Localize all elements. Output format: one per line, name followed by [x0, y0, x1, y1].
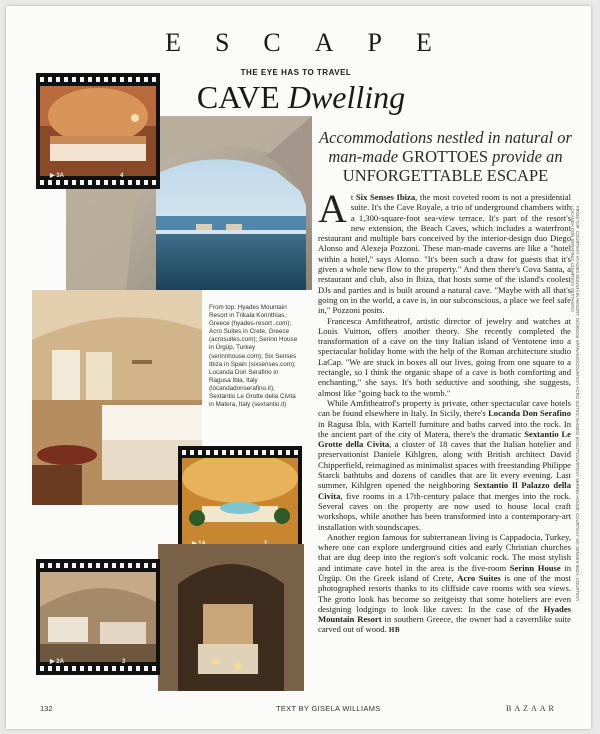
- paragraph: [318, 532, 571, 636]
- section-heading: ESCAPE: [165, 28, 466, 57]
- deck-text-1: Accommodations nestled in natural or man-made: [319, 128, 572, 166]
- photo-locanda: [40, 572, 156, 662]
- text-run: , a cluster of 18 caves that the Italian hotelier and preservationist Daniele Kihlgren, along with British architect David Chipperfield, reimagined as minimalist spaces with freestanding Philippe Starck bathtubs and dozens of candles that are lit every evening. Last summer, Kihlgren opened the neighboring: [318, 439, 572, 491]
- drop-cap: A: [318, 186, 347, 231]
- end-mark: HB: [388, 626, 401, 635]
- paragraph: [318, 186, 571, 316]
- hotel-name: Sextantio Le Grotte della Civita: [318, 428, 571, 450]
- brand-logo: BAZAAR: [506, 704, 557, 713]
- article-title: [166, 80, 436, 114]
- filmstrip-locanda: [36, 559, 160, 675]
- page-number: 132: [40, 704, 53, 713]
- photo-sextantio: [158, 544, 304, 691]
- hotel-name: Six Senses Ibiza: [355, 192, 416, 202]
- byline: TEXT BY GISELA WILLIAMS: [276, 704, 381, 713]
- title-italic: Dwelling: [287, 79, 406, 115]
- deck-text-2: provide an: [488, 147, 563, 166]
- text-run: in Ürgüp. On the Greek island of Crete,: [318, 562, 571, 583]
- text-run: , five rooms in a 17th-century palace that merges into the rock. Several caves on the property are now used to house local craft workshops, while another has been transformed into a contemporary-art installation with soundscapes.: [318, 490, 571, 532]
- photo-credit: FROM TOP: COURTESY HYADES MOUNTAIN RESORT; GIORGOS SPANAKIS/COURTESY ACRO SUITES; NAMIDO SOGUT/COURTESY SERINN HOUSE; COURTESY SIX SENSES IBIZA; COURTESY LOCANDA DON SERAFINO; COURTESY SEXTANTIO: [570, 206, 580, 602]
- photo-caption: From top: Hyades Mountain Resort in Trikala Korinthias, Greece (hyades-resort .com); Acro Suites in Crete, Greece (acrosuites.com); Serinn House in Ürgüp, Turkey (serinnhouse.com); Six Senses Ibiza in Spain (sixsenses.com); Locanda Don Serafino in Ragusa Ibla, Italy (locandadonserafino.it); Sextantio Le Grotte della Civita in Matera, Italy (sextantio.it): [209, 304, 298, 409]
- filmstrip-six-senses: [178, 446, 302, 557]
- text-run: is one of the most photographed resorts thanks to its cliffside cave rooms with sea views. The grotto look has become so zeitgeisty that some hoteliers are even designing lodgings to look like caves: In the case of the: [318, 572, 571, 614]
- film-label: ▶ 2A: [50, 659, 64, 665]
- paragraph: [318, 398, 571, 532]
- photo-hyades: [40, 86, 156, 176]
- deck-caps-2: UNFORGETTABLE ESCAPE: [342, 166, 549, 185]
- text-run: Another region famous for subterranean living is Cappadocia, Turkey, where one can explore underground cities and early Christian churches that are dug deep into the region's soft volcanic rock. The most stylish and intimate cave hotel in the area is the five-room: [318, 531, 571, 573]
- text-run: in Ragusa Ibla, with Kartell furniture and baths carved into the rock. In the ancient part of the city of Matera, there's the dramatic: [318, 418, 571, 439]
- kicker: THE EYE HAS TO TRAVEL: [240, 68, 352, 77]
- deck-caps-1: GROTTOES: [402, 147, 489, 166]
- deck: [304, 128, 587, 185]
- photo-serinn-house: [32, 290, 202, 505]
- magazine-page: [6, 6, 591, 729]
- title-plain: CAVE: [196, 79, 288, 115]
- text-run: While Amfitheatrof's property is private, other spectacular cave hotels can be found elsewhere in Italy. In Sicily, there's: [318, 397, 571, 419]
- hotel-name: Serinn House: [509, 562, 561, 573]
- photo-six-senses: [182, 458, 298, 544]
- hotel-name: Acro Suites: [457, 572, 501, 583]
- film-label: ▶ 3A: [50, 173, 64, 179]
- film-label: 3: [122, 659, 126, 665]
- text-run: , the most coveted room is not a presidential suite. It's the Cave Royale, a trio of underground chambers with a 1,300-square-foot sea-view terrace. It's part of the resort's new extension, the Beach Caves, which includes a waterfront restaurant and multiple bars conceived by the interior-design duo Diego Alonso and Alexeja Pozzoni. These man-made caverns are like a "hotel within a hotel," says Alonso. "It's been such a draw for guests that it's given a whole new flow to the property." And then there's Cova Santa, a restaurant and club, also in Ibiza, that hosts some of the island's coolest DJs and parties and is built around a natural cave. "Maybe with all that's going on in the world, a cave is, in our subconscious, a place we feel safe in," Pozzoni posits.: [318, 192, 571, 316]
- hotel-name: Locanda Don Serafino: [488, 408, 571, 419]
- text-run: t: [350, 192, 356, 202]
- hotel-name: Sextantio Il Palazzo della Civita: [318, 480, 571, 501]
- text-run: in southern Greece, the owner had a cavernlike suite carved out of wood.: [318, 614, 571, 635]
- hotel-name: Hyades Mountain Resort: [318, 603, 571, 625]
- filmstrip-hyades: [36, 73, 160, 189]
- paragraph: Francesca Amfitheatrof, artistic director of jewelry and watches at Louis Vuitton, offers another theory. She recently completed the transformation of a cave on the tiny Italian island of Ventotene into a spectacular holiday home with the help of the Roman architecture studio LaCap. "We are stuck in boxes all our lives, going from one square to a rectangle, so I think the organic shape of a cave is both comforting and enchanting," she says. It's both seductive and soothing, she suggests, almost like "going back to the womb.": [318, 315, 571, 398]
- article-body: [318, 186, 572, 636]
- film-label: 4: [120, 173, 124, 179]
